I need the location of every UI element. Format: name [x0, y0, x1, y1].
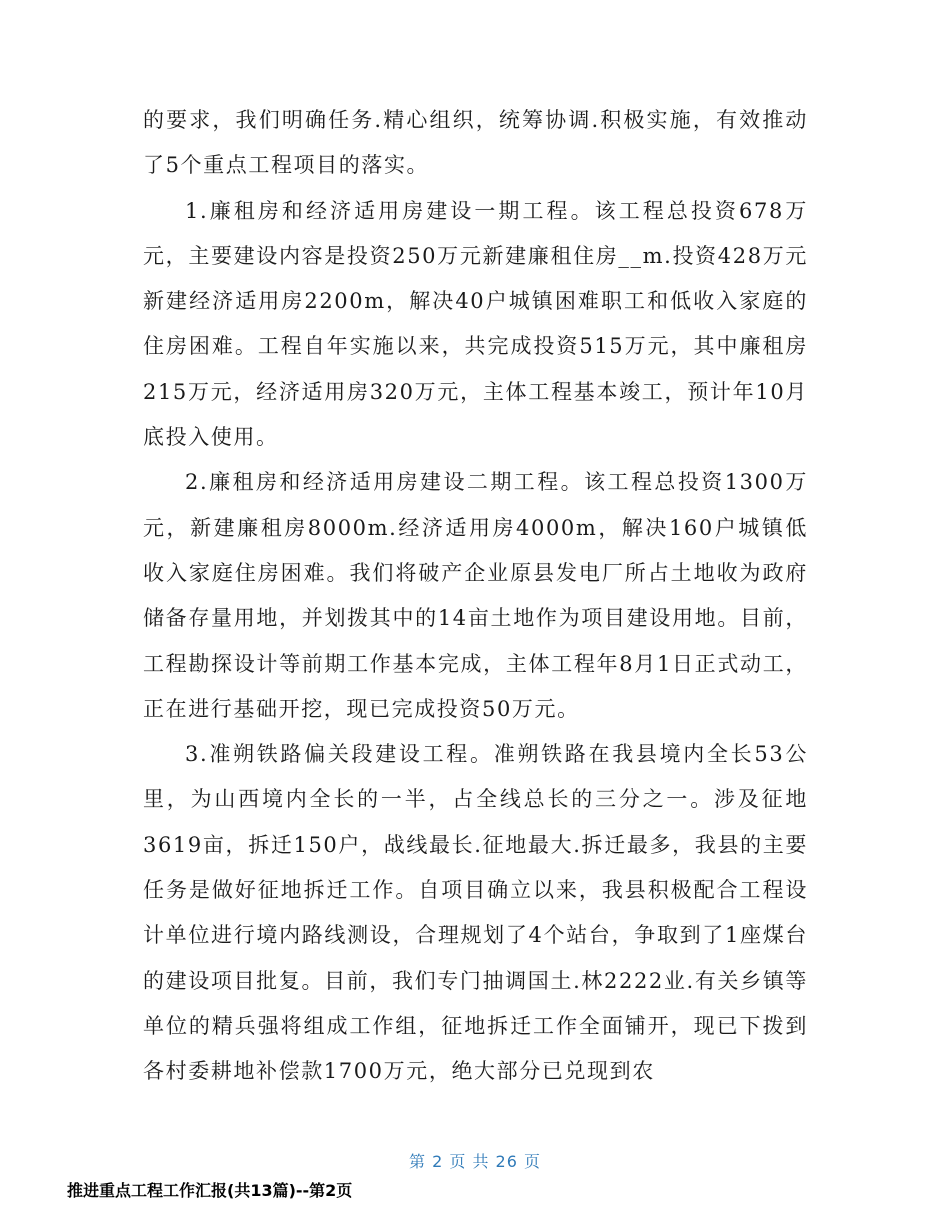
- paragraph-item-1: 1.廉租房和经济适用房建设一期工程。该工程总投资678万元，主要建设内容是投资250万元新建廉租住房__m.投资428万元新建经济适用房2200m，解决40户城镇困难职工和低收入家庭的住房困难。工程自年实施以来，共完成投资515万元，其中廉租房215万元，经济适用房320万元，主体工程基本竣工，预计年10月底投入使用。: [143, 198, 808, 450]
- paragraph-item-2: 2.廉租房和经济适用房建设二期工程。该工程总投资1300万元，新建廉租房8000m.经济适用房4000m，解决160户城镇低收入家庭住房困难。我们将破产企业原县发电厂所占土地收为政府储备存量用地，并划拨其中的14亩土地作为项目建设用地。目前，工程勘探设计等前期工作基本完成，主体工程年8月1日正式动工，正在进行基础开挖，现已完成投资50万元。: [143, 470, 808, 721]
- paragraph-continuation: 的要求，我们明确任务.精心组织，统筹协调.积极实施，有效推动了5个重点工程项目的落实。: [143, 108, 808, 178]
- paragraph-item-3: 3.准朔铁路偏关段建设工程。准朔铁路在我县境内全长53公里，为山西境内全长的一半，占全线总长的三分之一。涉及征地3619亩，拆迁150户，战线最长.征地最大.拆迁最多，我县的主要任务是做好征地拆迁工作。自项目确立以来，我县积极配合工程设计单位进行境内路线测设，合理规划了4个站台，争取到了1座煤台的建设项目批复。目前，我们专门抽调国土.林2222业.有关乡镇等单位的精兵强将组成工作组，征地拆迁工作全面铺开，现已下拨到各村委耕地补偿款1700万元，绝大部分已兑现到农: [143, 742, 808, 1084]
- document-body: [143, 98, 808, 1095]
- document-footer-title: 推进重点工程工作汇报(共13篇)--第2页: [67, 1181, 353, 1200]
- page-number: 第 2 页 共 26 页: [409, 1152, 541, 1171]
